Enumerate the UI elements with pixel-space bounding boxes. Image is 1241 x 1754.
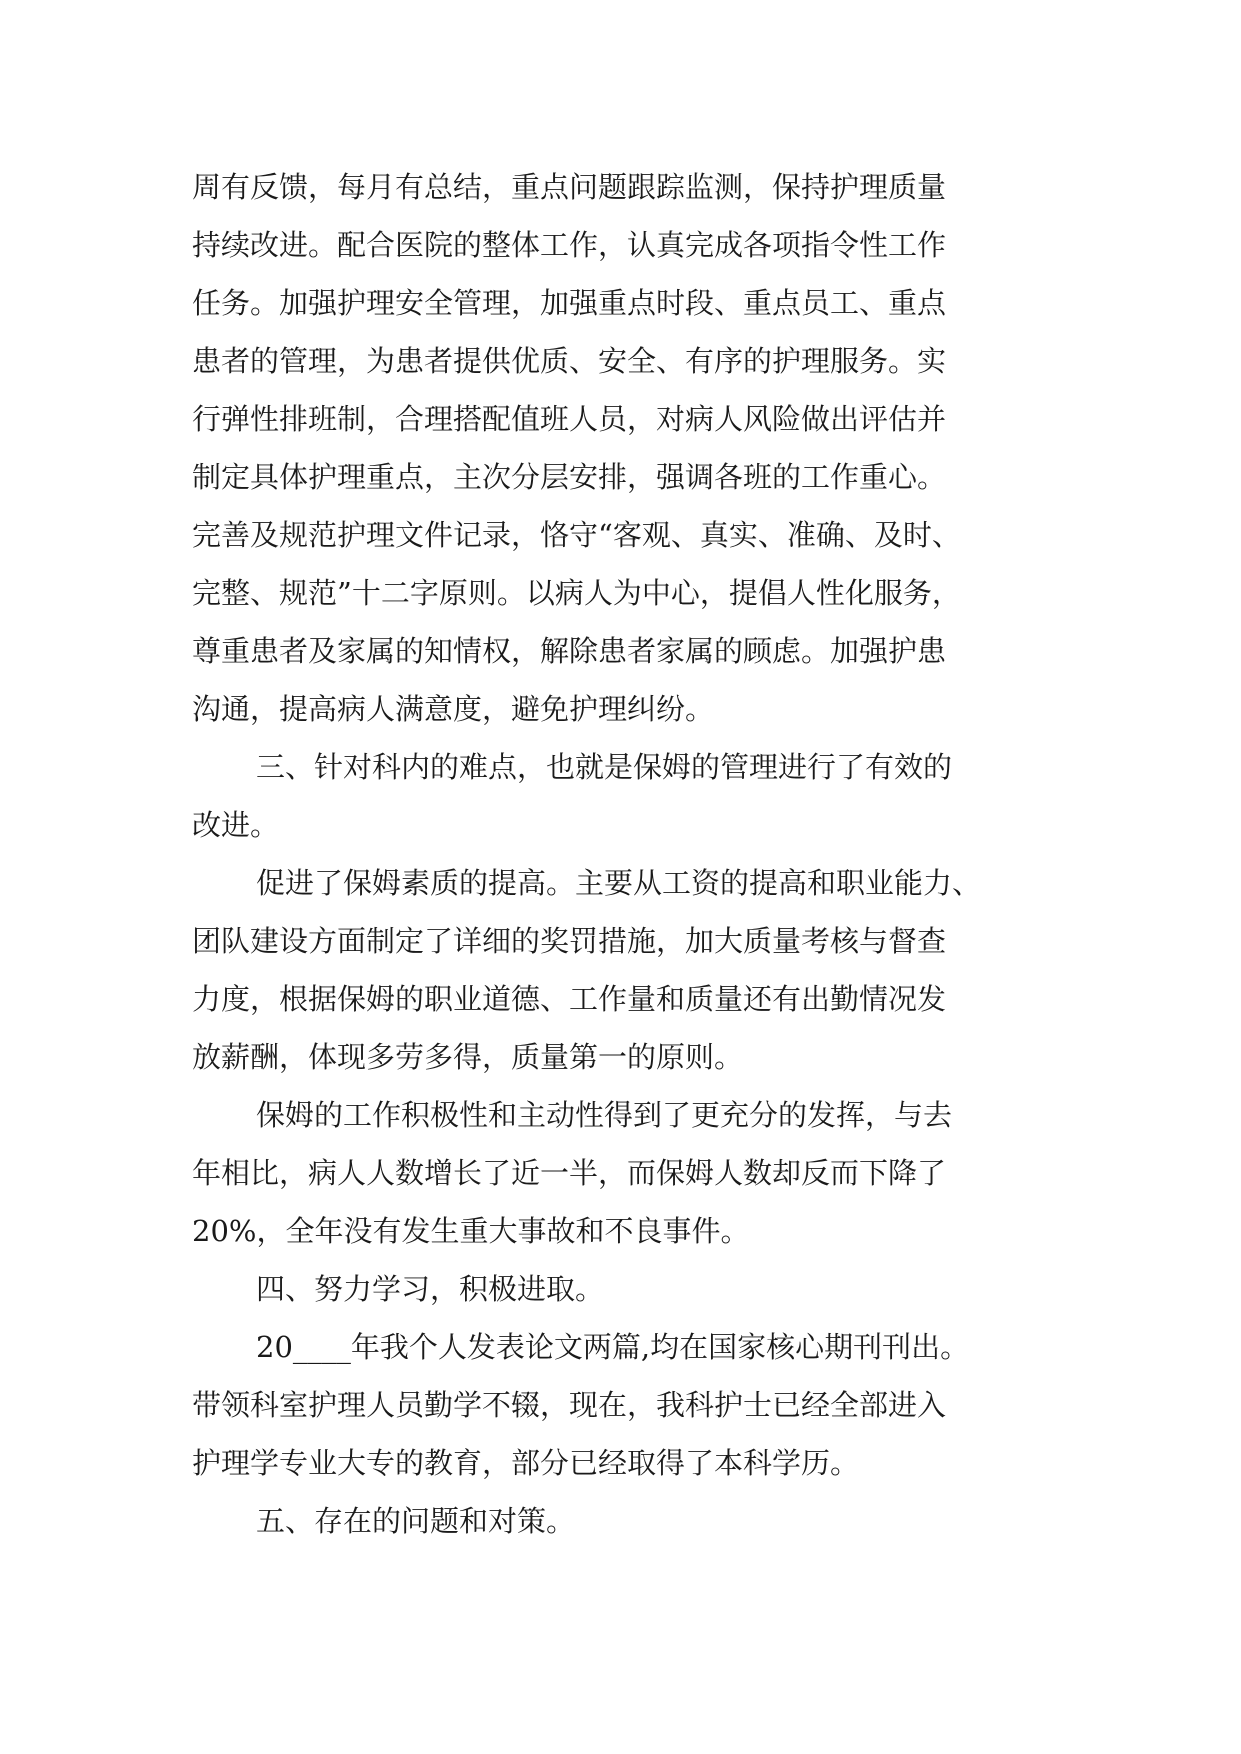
text-line: 持续改进。配合医院的整体工作，认真完成各项指令性工作 (192, 228, 947, 262)
text-line: 制定具体护理重点，主次分层安排，强调各班的工作重心。 (192, 460, 947, 494)
text-line: 任务。加强护理安全管理，加强重点时段、重点员工、重点 (192, 286, 947, 320)
text-line: 年相比，病人人数增长了近一半，而保姆人数却反而下降了 (192, 1156, 947, 1190)
text-line: 沟通，提高病人满意度，避免护理纠纷。 (192, 692, 715, 726)
text-line: 团队建设方面制定了详细的奖罚措施，加大质量考核与督查 (192, 924, 947, 958)
text-line: 放薪酬，体现多劳多得，质量第一的原则。 (192, 1040, 744, 1074)
text-line: 尊重患者及家属的知情权，解除患者家属的顾虑。加强护患 (192, 634, 947, 668)
text-line: 改进。 (192, 808, 280, 842)
text-line: 带领科室护理人员勤学不辍，现在，我科护士已经全部进入 (192, 1388, 947, 1422)
text-line: 护理学专业大专的教育，部分已经取得了本科学历。 (192, 1446, 860, 1480)
section-heading-three: 三、针对科内的难点，也就是保姆的管理进行了有效的 (256, 750, 953, 784)
text-line: 周有反馈，每月有总结，重点问题跟踪监测，保持护理质量 (192, 170, 947, 204)
paragraph-start-line: 20____年我个人发表论文两篇,均在国家核心期刊刊出。 (256, 1330, 970, 1364)
section-heading-four: 四、努力学习，积极进取。 (256, 1272, 605, 1306)
text-line: 20%，全年没有发生重大事故和不良事件。 (192, 1214, 750, 1248)
text-line: 力度，根据保姆的职业道德、工作量和质量还有出勤情况发 (192, 982, 947, 1016)
text-line: 行弹性排班制，合理搭配值班人员，对病人风险做出评估并 (192, 402, 947, 436)
text-line: 患者的管理，为患者提供优质、安全、有序的护理服务。实 (192, 344, 947, 378)
paragraph-start-line: 保姆的工作积极性和主动性得到了更充分的发挥，与去 (256, 1098, 953, 1132)
text-line: 完整、规范”十二字原则。以病人为中心，提倡人性化服务， (192, 576, 961, 610)
text-line: 完善及规范护理文件记录，恪守“客观、真实、准确、及时、 (192, 518, 961, 552)
paragraph-start-line: 促进了保姆素质的提高。主要从工资的提高和职业能力、 (256, 866, 982, 900)
section-heading-five: 五、存在的问题和对策。 (256, 1504, 576, 1538)
